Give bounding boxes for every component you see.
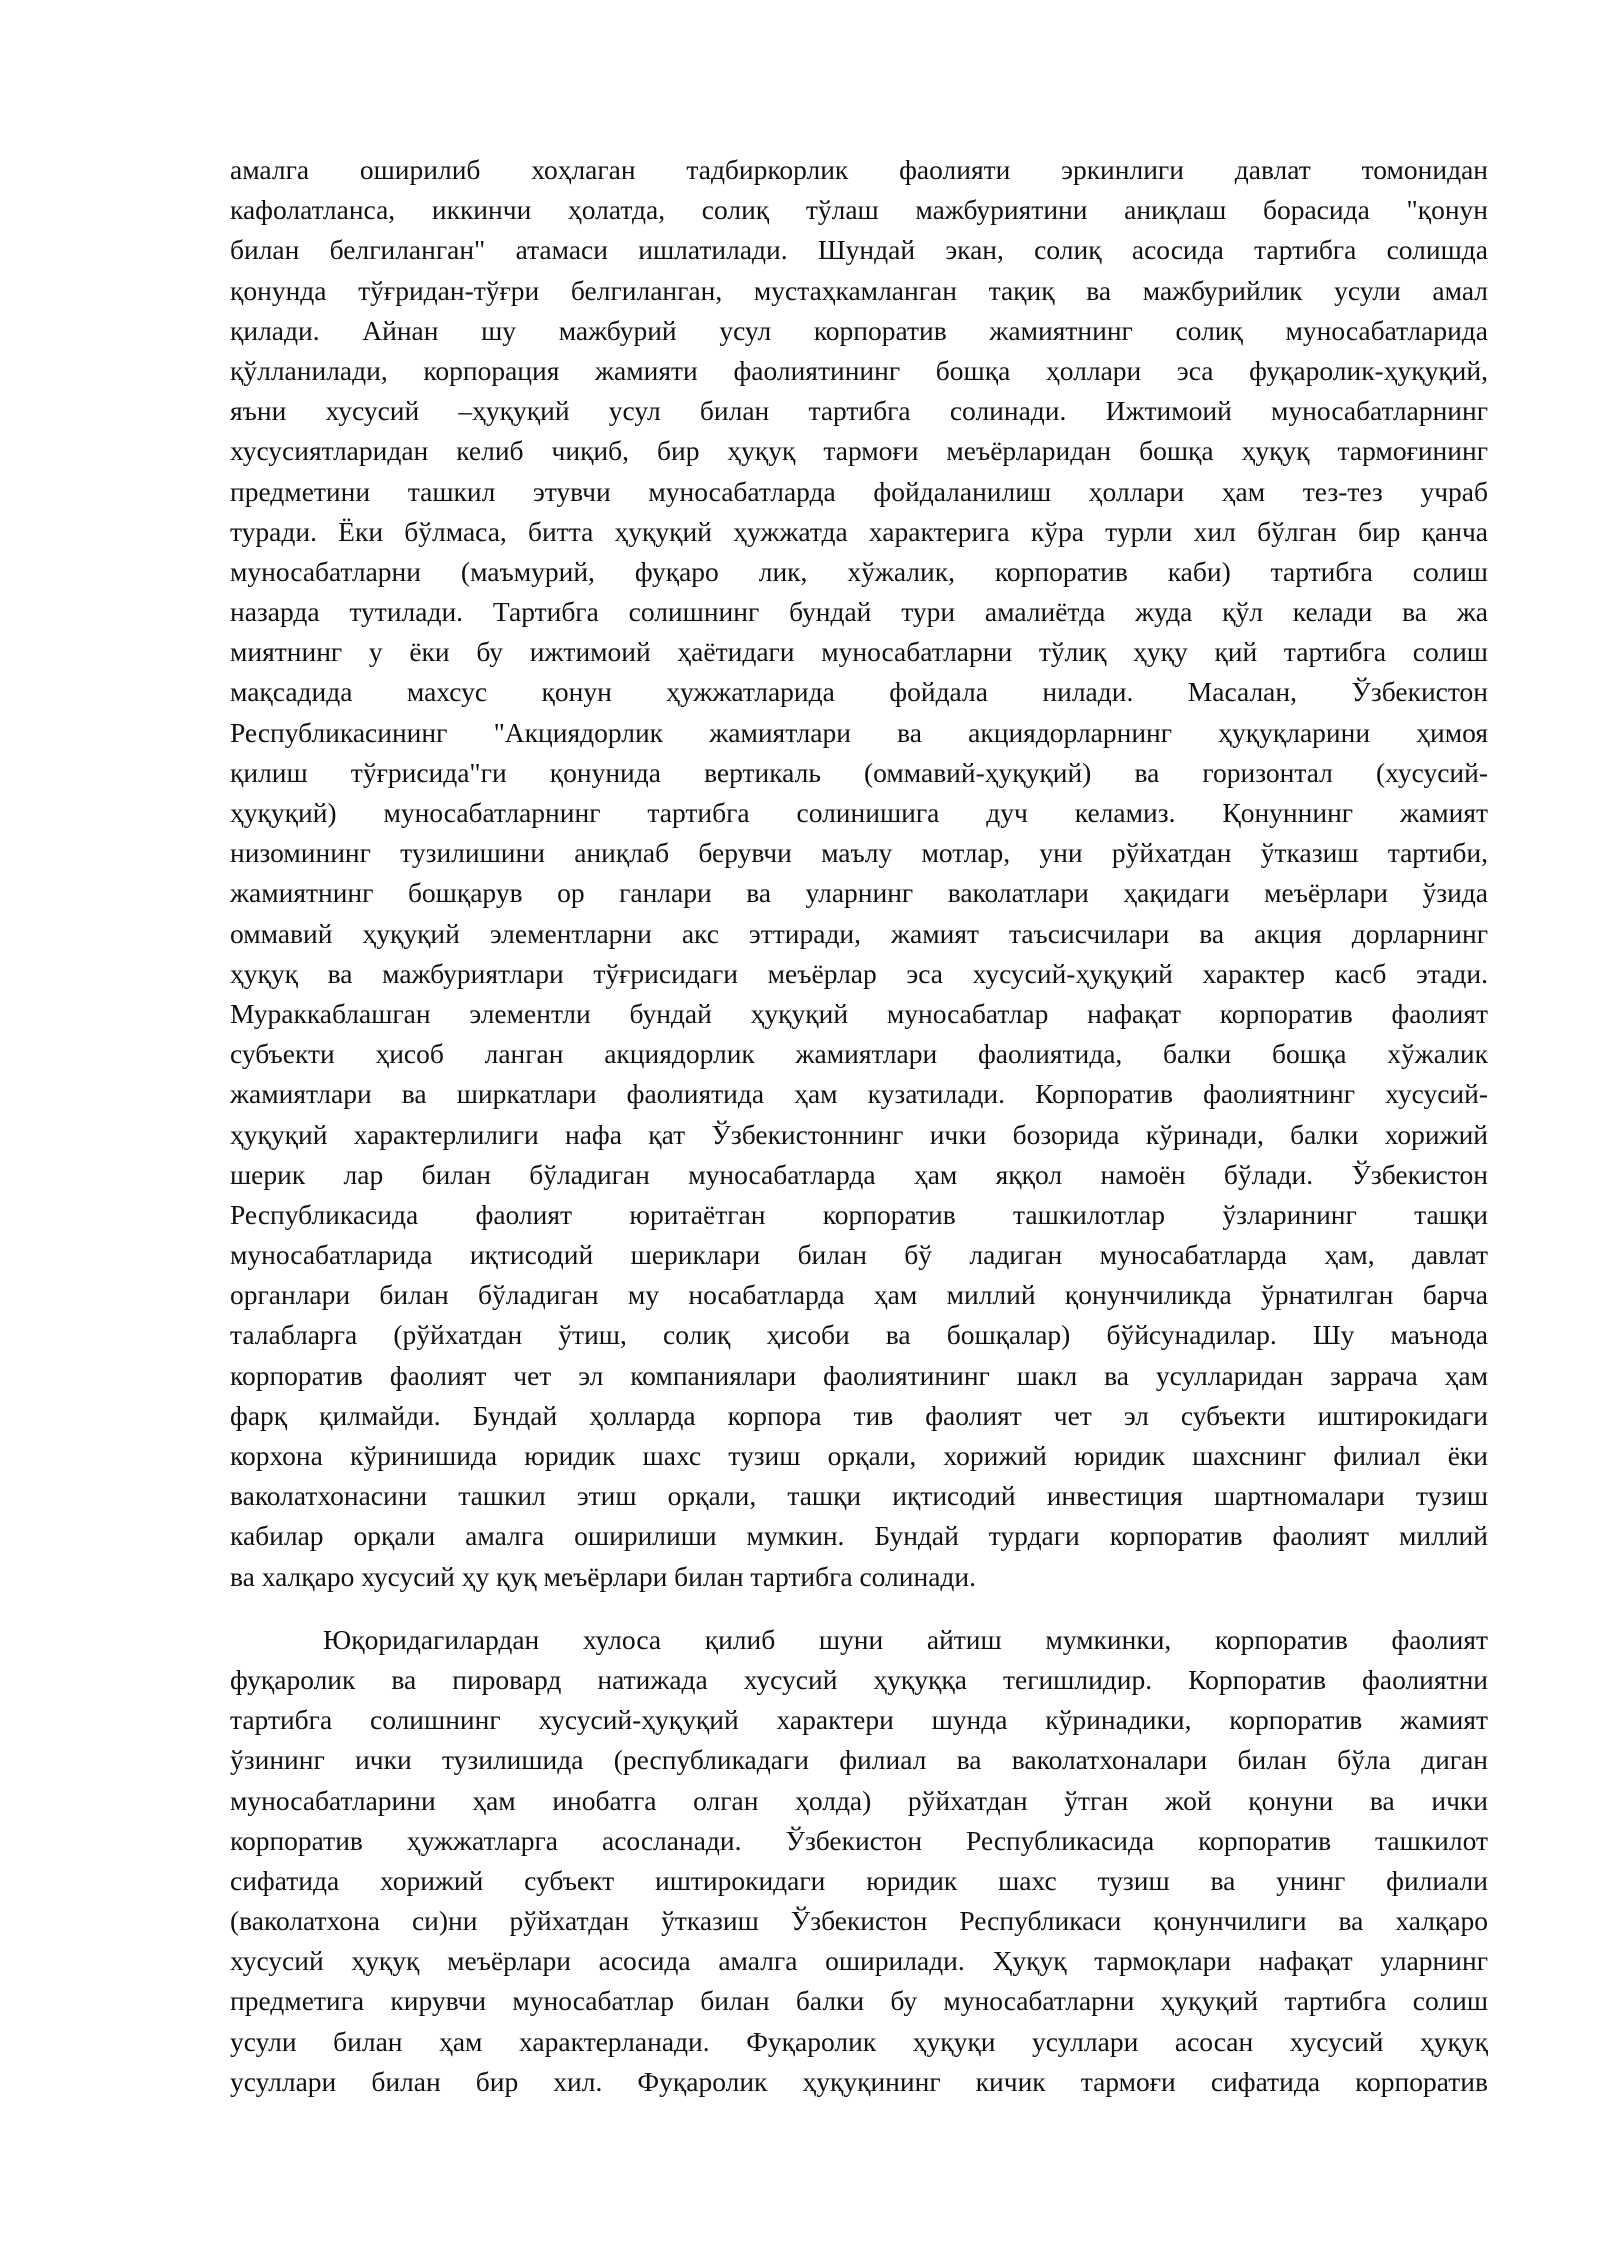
text-line: фуқаролик ва пировард натижада хусусий ҳуқуққа тегишлидир. Корпоратив фаолиятни: [230, 1663, 1488, 1695]
text-line: ва халқаро хусусий ҳу қуқ меъёрлари билан тартибга солинади.: [230, 1560, 976, 1592]
text-line: оммавий ҳуқуқий элементларни акс эттиради, жамият таъсисчилари ва акция дорларнинг: [230, 917, 1488, 949]
text-line: Юқоридагилардан хулоса қилиб шуни айтиш мумкинки, корпоратив фаолият: [323, 1623, 1488, 1655]
text-line: туради. Ёки бўлмаса, битта ҳуқуқий ҳужжатда характерига кўра турли хил бўлган бир қанча: [230, 515, 1488, 547]
text-line: Республикасида фаолият юритаётган корпоратив ташкилотлар ўзларининг ташқи: [230, 1198, 1488, 1230]
text-line: ваколатхонасини ташкил этиш орқали, ташқи иқтисодий инвестиция шартномалари тузиш: [230, 1480, 1488, 1512]
text-line: органлари билан бўладиган му носабатларда ҳам миллий қонунчиликда ўрнатилган барча: [230, 1279, 1488, 1311]
text-line: қилади. Айнан шу мажбурий усул корпоратив жамиятнинг солиқ муносабатларида: [230, 314, 1488, 346]
paragraph-1: [230, 150, 1488, 1597]
text-line: шерик лар билан бўладиган муносабатларда ҳам яққол намоён бўлади. Ўзбекистон: [230, 1158, 1488, 1190]
text-line: билан белгиланган" атамаси ишлатилади. Шундай экан, солиқ асосида тартибга солишда: [230, 234, 1488, 266]
text-line: корпоратив ҳужжатларга асосланади. Ўзбекистон Республикасида корпоратив ташкилот: [230, 1824, 1488, 1856]
text-line: фарқ қилмайди. Бундай ҳолларда корпора тив фаолият чет эл субъекти иштирокидаги: [230, 1399, 1488, 1431]
text-line: жамиятлари ва ширкатлари фаолиятида ҳам кузатилади. Корпоратив фаолиятнинг хусусий-: [230, 1078, 1488, 1110]
text-line: низомининг тузилишини аниқлаб берувчи маълу мотлар, уни рўйхатдан ўтказиш тартиби,: [230, 837, 1488, 869]
text-line: муносабатларини ҳам инобатга олган ҳолда) рўйхатдан ўтган жой қонуни ва ички: [230, 1784, 1488, 1816]
text-line: мақсадида махсус қонун ҳужжатларида фойдала нилади. Масалан, Ўзбекистон: [230, 676, 1488, 708]
text-line: қонунда тўғридан-тўғри белгиланган, мустаҳкамланган тақиқ ва мажбурийлик усули амал: [230, 274, 1488, 306]
text-line: миятнинг у ёки бу ижтимоий ҳаётидаги муносабатларни тўлиқ ҳуқу қий тартибга солиш: [230, 636, 1488, 668]
text-line: кафолатланса, иккинчи ҳолатда, солиқ тўлаш мажбуриятини аниқлаш борасида "қонун: [230, 194, 1488, 226]
text-line: амалга оширилиб хоҳлаган тадбиркорлик фаолияти эркинлиги давлат томонидан: [230, 154, 1488, 185]
text-line: ҳуқуқий) муносабатларнинг тартибга солинишига дуч келамиз. Қонуннинг жамият: [230, 797, 1488, 828]
paragraph-gap: [230, 1597, 1488, 1620]
text-line: предметини ташкил этувчи муносабатларда фойдаланилиш ҳоллари ҳам тез-тез учраб: [230, 475, 1488, 507]
text-line: субъекти ҳисоб ланган акциядорлик жамиятлари фаолиятида, балки бошқа хўжалик: [230, 1038, 1488, 1070]
text-line: предметига кирувчи муносабатлар билан балки бу муносабатларни ҳуқуқий тартибга солиш: [230, 1985, 1488, 2017]
text-line: Мураккаблашган элементли бундай ҳуқуқий муносабатлар нафақат корпоратив фаолият: [230, 997, 1488, 1029]
text-line: хусусий ҳуқуқ меъёрлари асосида амалга оширилади. Ҳуқуқ тармоқлари нафақат уларнинг: [230, 1945, 1488, 1977]
text-line: Республикасининг "Акциядорлик жамиятлари ва акциядорларнинг ҳуқуқларини ҳимоя: [230, 716, 1488, 748]
text-line: (ваколатхона си)ни рўйхатдан ўтказиш Ўзбекистон Республикаси қонунчилиги ва халқаро: [230, 1905, 1488, 1937]
text-line: ҳуқуқий характерлилиги нафа қат Ўзбекистоннинг ички бозорида кўринади, балки хорижий: [230, 1118, 1488, 1150]
text-line: муносабатларни (маъмурий, фуқаро лик, хўжалик, корпоратив каби) тартибга солиш: [230, 555, 1488, 587]
text-line: усуллари билан бир хил. Фуқаролик ҳуқуқининг кичик тармоғи сифатида корпоратив: [230, 2065, 1488, 2097]
text-line: яъни хусусий –ҳуқуқий усул билан тартибга солинади. Ижтимоий муносабатларнинг: [230, 395, 1488, 427]
text-line: қилиш тўғрисида"ги қонунида вертикаль (оммавий-ҳуқуқий) ва горизонтал (хусусий-: [230, 756, 1488, 788]
text-line: кабилар орқали амалга оширилиши мумкин. Бундай турдаги корпоратив фаолият миллий: [230, 1520, 1488, 1552]
text-line: усули билан ҳам характерланади. Фуқаролик ҳуқуқи усуллари асосан хусусий ҳуқуқ: [230, 2025, 1488, 2057]
document-body: [230, 150, 1488, 2102]
text-line: жамиятнинг бошқарув ор ганлари ва уларнинг ваколатлари ҳақидаги меъёрлари ўзида: [230, 877, 1488, 909]
text-line: талабларга (рўйхатдан ўтиш, солиқ ҳисоби ва бошқалар) бўйсунадилар. Шу маънода: [230, 1319, 1488, 1351]
text-line: қўлланилади, корпорация жамияти фаолиятининг бошқа ҳоллари эса фуқаролик-ҳуқуқий,: [230, 354, 1488, 386]
text-line: корхона кўринишида юридик шахс тузиш орқали, хорижий юридик шахснинг филиал ёки: [230, 1440, 1488, 1471]
text-line: назарда тутилади. Тартибга солишнинг бундай тури амалиётда жуда қўл келади ва жа: [230, 596, 1488, 628]
text-line: ўзининг ички тузилишида (республикадаги филиал ва ваколатхоналари билан бўла диган: [230, 1744, 1488, 1776]
text-line: тартибга солишнинг хусусий-ҳуқуқий характери шунда кўринадики, корпоратив жамият: [230, 1704, 1488, 1736]
text-line: корпоратив фаолият чет эл компаниялари фаолиятининг шакл ва усулларидан заррача ҳам: [230, 1359, 1488, 1391]
text-line: ҳуқуқ ва мажбуриятлари тўғрисидаги меъёрлар эса хусусий-ҳуқуқий характер касб этади.: [230, 957, 1488, 989]
text-line: хусусиятларидан келиб чиқиб, бир ҳуқуқ тармоғи меъёрларидан бошқа ҳуқуқ тармоғининг: [230, 435, 1488, 467]
text-line: сифатида хорижий субъект иштирокидаги юридик шахс тузиш ва унинг филиали: [230, 1864, 1488, 1896]
text-line: муносабатларида иқтисодий шериклари билан бў ладиган муносабатларда ҳам, давлат: [230, 1239, 1488, 1271]
paragraph-2: [230, 1620, 1488, 2102]
